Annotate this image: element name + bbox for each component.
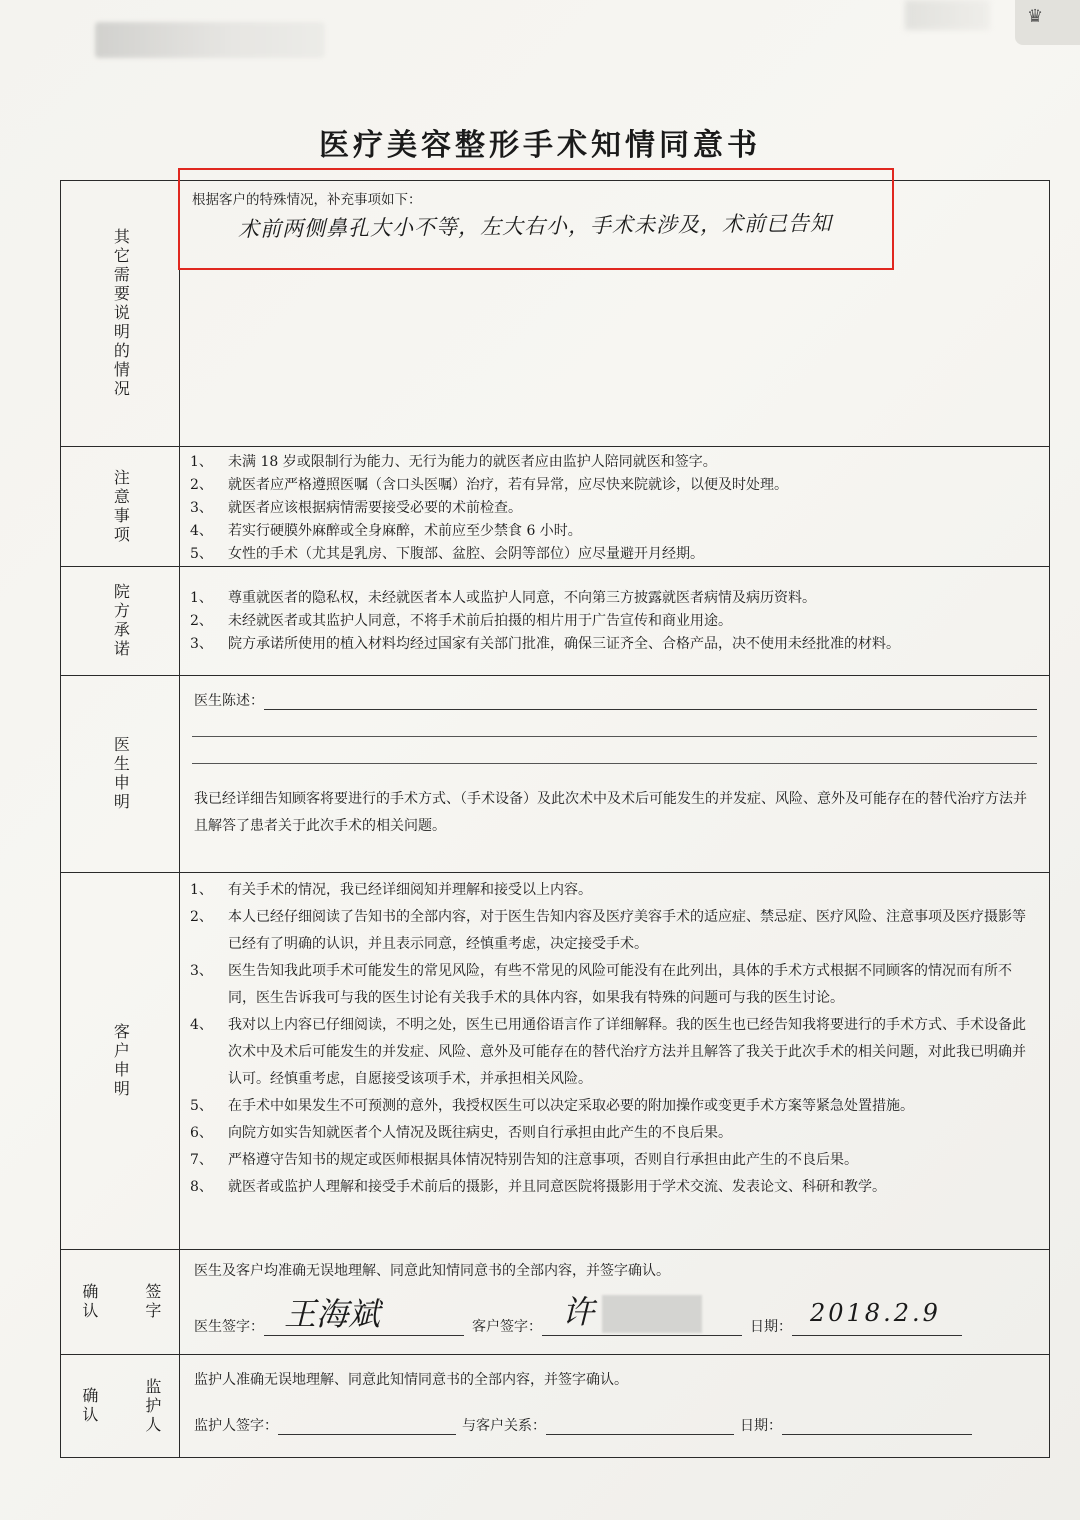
notes-list <box>180 447 1050 567</box>
hospital-list <box>180 567 1050 676</box>
consent-form-table <box>60 180 1050 1458</box>
blurred-corner-text <box>905 0 990 30</box>
blank-line <box>192 710 1037 737</box>
guardian-confirm-text: 监护人准确无误地理解、同意此知情同意书的全部内容，并签字确认。 <box>194 1372 628 1388</box>
list-item: 2、 未经就医者或其监护人同意，不将手术前后拍摄的相片用于广告宣传和商业用途。 <box>190 613 732 629</box>
list-item: 2、 就医者应严格遵照医嘱（含口头医嘱）治疗，若有异常，应尽快来院就诊，以便及时处理。 <box>190 477 788 493</box>
list-item: 4、 若实行硬膜外麻醉或全身麻醉，术前应至少禁食 6 小时。 <box>190 523 582 539</box>
page-title: 医疗美容整形手术知情同意书 <box>319 128 761 163</box>
list-item: 5、 在手术中如果发生不可预测的意外，我授权医生可以决定采取必要的附加操作或变更手术方案等紧急处置措施。 <box>190 1098 914 1114</box>
blank-line <box>192 737 1037 764</box>
list-item: 3、 医生告知我此项手术可能发生的常见风险，有些不常见的风险可能没有在此列出，具体的手术方式根据不同顾客的情况而有所不同，医生告诉我可与我的医生讨论有关我手术的具体内容，如果我有特殊的问题可与我的医生讨论。 <box>190 963 1012 1006</box>
list-item: 4、 我对以上内容已仔细阅读，不明之处，医生已用通俗语言作了详细解释。我的医生也已经告知我将要进行的手术方式、手术设备此次术中及术后可能发生的并发症、风险、意外及可能存在的替代治疗方法并且解答了我关于此次手术的相关问题，对此我已明确并认可。经慎重考虑，自愿接受该项手术，并承担相关风险。 <box>190 1017 1026 1087</box>
guardian-label: 监护人 <box>142 1377 162 1435</box>
list-item: 1、 有关手术的情况，我已经详细阅知并理解和接受以上内容。 <box>190 882 592 898</box>
supplement-handwriting: 术前两侧鼻孔大小不等，左大右小，手术未涉及，术前已告知 <box>237 211 833 242</box>
blurred-hospital-logo <box>95 22 325 58</box>
doctor-statement-line <box>264 695 1037 710</box>
sign-label: 签字 <box>142 1283 162 1321</box>
guardian-date-line <box>782 1420 972 1435</box>
list-item: 2、 本人已经仔细阅读了告知书的全部内容，对于医生告知内容及医疗美容手术的适应症、禁忌症、医疗风险、注意事项及医疗摄影等已经有了明确的认识，并且表示同意，经慎重考虑，决定接受手术。 <box>190 909 1026 952</box>
list-item: 1、 未满 18 岁或限制行为能力、无行为能力的就医者应由监护人陪同就医和签字。 <box>190 454 717 470</box>
section-guardian-confirm <box>61 1355 1050 1458</box>
doctor-signature: 王海斌 <box>284 1295 381 1333</box>
list-item: 1、 尊重就医者的隐私权，未经就医者本人或监护人同意，不向第三方披露就医者病情及病历资料。 <box>190 590 816 606</box>
guardian-content <box>180 1355 1050 1458</box>
list-item: 3、 院方承诺所使用的植入材料均经过国家有关部门批准，确保三证齐全、合格产品，决不使用未经批准的材料。 <box>190 636 900 652</box>
list-item: 3、 就医者应该根据病情需要接受必要的术前检查。 <box>190 500 522 516</box>
list-item: 5、 女性的手术（尤其是乳房、下腹部、盆腔、会阴等部位）应尽量避开月经期。 <box>190 546 704 562</box>
section-label-doctor: 医生申明 <box>111 736 131 812</box>
section-sign-confirm <box>61 1250 1050 1355</box>
doctor-signature-label: 医生签字： <box>194 1319 264 1335</box>
date-label: 日期： <box>750 1319 792 1335</box>
corner-logo <box>1015 0 1080 45</box>
relation-line <box>546 1420 734 1435</box>
crown-icon: ♛ <box>1027 6 1044 27</box>
customer-signature-label: 客户签字： <box>472 1319 542 1335</box>
doctor-declaration: 我已经详细告知顾客将要进行的手术方式、（手术设备）及此次术中及术后可能发生的并发症、风险、意外及可能存在的替代治疗方法并且解答了患者关于此次手术的相关问题。 <box>194 791 1027 834</box>
guardian-date-label: 日期： <box>740 1418 782 1434</box>
section-label-other: 其它需要说明的情况 <box>111 228 131 399</box>
customer-signature: 许 <box>562 1293 595 1331</box>
redaction-blur <box>602 1295 702 1333</box>
list-item: 8、 就医者或监护人理解和接受手术前后的摄影，并且同意医院将摄影用于学术交流、发表论文、科研和教学。 <box>190 1179 886 1195</box>
section-label-hospital: 院方承诺 <box>111 583 131 659</box>
section-hospital <box>61 567 1050 676</box>
guardian-signature-line <box>278 1420 456 1435</box>
doctor-content <box>180 676 1050 873</box>
confirm-label: 确认 <box>79 1387 99 1425</box>
list-item: 6、 向院方如实告知就医者个人情况及既往病史，否则自行承担由此产生的不良后果。 <box>190 1125 732 1141</box>
confirm-label: 确认 <box>79 1283 99 1321</box>
sign-date: 2018.2.9 <box>810 1299 941 1327</box>
section-label-notes: 注意事项 <box>111 468 131 545</box>
sign-confirm-text: 医生及客户均准确无误地理解、同意此知情同意书的全部内容，并签字确认。 <box>194 1263 670 1279</box>
section-label-customer: 客户申明 <box>111 1023 131 1099</box>
section-notes <box>61 447 1050 567</box>
list-item: 7、 严格遵守告知书的规定或医师根据具体情况特别告知的注意事项，否则自行承担由此产生的不良后果。 <box>190 1152 858 1168</box>
guardian-signature-label: 监护人签字： <box>194 1418 278 1434</box>
section-customer <box>61 873 1050 1250</box>
relation-label: 与客户关系： <box>462 1418 546 1434</box>
doctor-statement-label: 医生陈述： <box>194 693 264 709</box>
section-doctor <box>61 676 1050 873</box>
supplement-intro: 根据客户的特殊情况，补充事项如下： <box>192 192 422 208</box>
customer-list <box>180 873 1050 1250</box>
sign-content <box>180 1250 1050 1355</box>
